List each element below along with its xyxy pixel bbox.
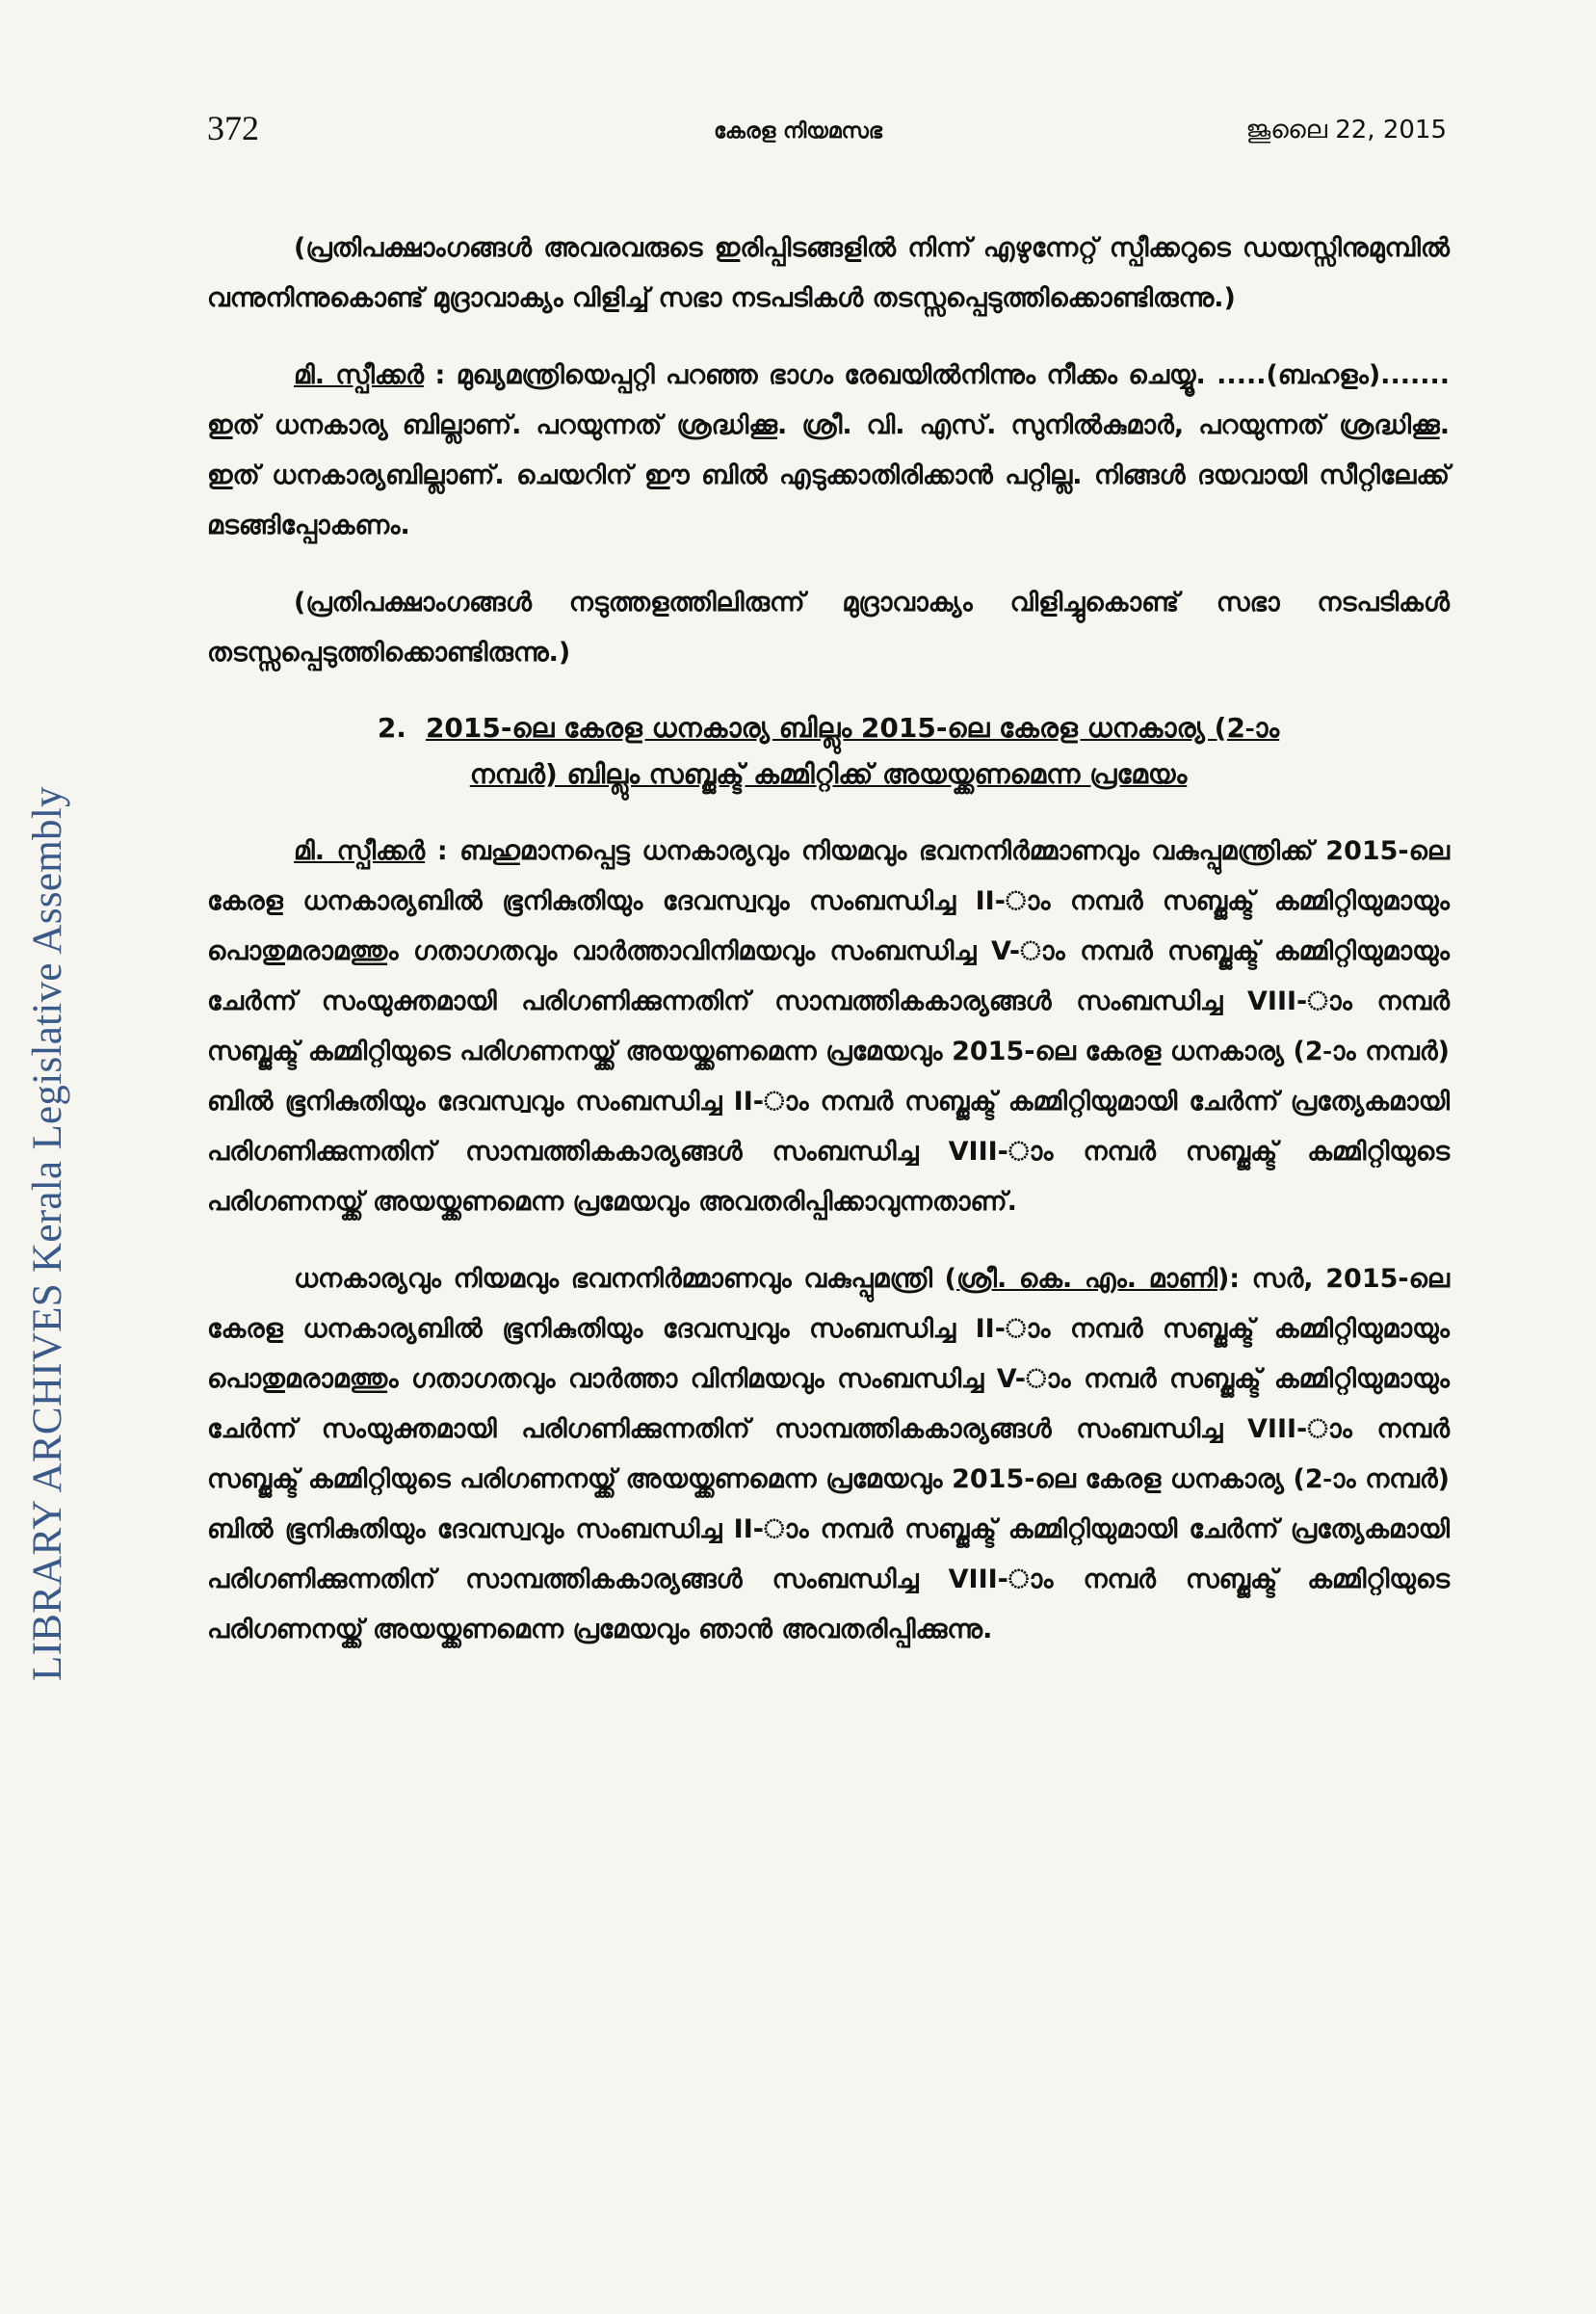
paragraph-text: സർ, 2015-ലെ കേരള ധനകാര്യബിൽ ഭൂനികുതിയും ദേവസ്വവും സംബന്ധിച്ച II-ാം നമ്പർ സബ്ജക്ട് കമ്മിറ്റിയുമായും പൊതുമരാമത്തും ഗതാഗതവും വാർത്താ വിനിമയവും സംബന്ധിച്ച V-ാം നമ്പർ സബ്ജക്ട് കമ്മിറ്റിയുമായും ചേർന്ന് സംയുക്തമായി പരിഗണിക്കുന്നതിന് സാമ്പത്തികകാര്യങ്ങൾ സംബന്ധിച്ച VIII-ാം നമ്പർ സബ്ജക്ട് കമ്മിറ്റിയുടെ പരിഗണനയ്ക്ക് അയയ്ക്കണമെന്ന പ്രമേയവും 2015-ലെ കേരള ധനകാര്യ (2-ാം നമ്പർ) ബിൽ ഭൂനികുതിയും ദേവസ്വവും സംബന്ധിച്ച II-ാം നമ്പർ സബ്ജക്ട് കമ്മിറ്റിയുമായി ചേർന്ന് പ്രത്യേകമായി പരിഗണിക്കുന്നതിന് സാമ്പത്തികകാര്യങ്ങൾ സംബന്ധിച്ച VIII-ാം നമ്പർ സബ്ജക്ട് കമ്മിറ്റിയുടെ പരിഗണനയ്ക്ക് അയയ്ക്കണമെന്ന പ്രമേയവും ഞാൻ അവതരിപ്പിക്കുന്നു. <box>207 1264 1450 1644</box>
paragraph-speaker-motion <box>207 827 1450 1227</box>
paragraph-text: : മുഖ്യമന്ത്രിയെപ്പറ്റി പറഞ്ഞ ഭാഗം രേഖയിൽനിന്നും നീക്കം ചെയ്യൂ. .....(ബഹളം)....... ഇത് ധനകാര്യ ബില്ലാണ്. പറയുന്നത് ശ്രദ്ധിക്കൂ. ശ്രീ. വി. എസ്. സുനിൽകുമാർ, പറയുന്നത് ശ്രദ്ധിക്കൂ. ഇത് ധനകാര്യബില്ലാണ്. ചെയറിന് ഈ ബിൽ എടുക്കാതിരിക്കാൻ പറ്റില്ല. നിങ്ങൾ ദയവായി സീറ്റിലേക്ക് മടങ്ങിപ്പോകണം. <box>207 360 1450 540</box>
heading-line-1 <box>207 705 1450 751</box>
library-archives-watermark: LIBRARY ARCHIVES Kerala Legislative Assembly <box>25 786 70 1681</box>
paragraph-text: : ബഹുമാനപ്പെട്ട ധനകാര്യവും നിയമവും ഭവനനിർമ്മാണവും വകുപ്പുമന്ത്രിക്ക് 2015-ലെ കേരള ധനകാര്യബിൽ ഭൂനികുതിയും ദേവസ്വവും സംബന്ധിച്ച II-ാം നമ്പർ സബ്ജക്ട് കമ്മിറ്റിയുമായും പൊതുമരാമത്തും ഗതാഗതവും വാർത്താവിനിമയവും സംബന്ധിച്ച V-ാം നമ്പർ സബ്ജക്ട് കമ്മിറ്റിയുമായും ചേർന്ന് സംയുക്തമായി പരിഗണിക്കുന്നതിന് സാമ്പത്തികകാര്യങ്ങൾ സംബന്ധിച്ച VIII-ാം നമ്പർ സബ്ജക്ട് കമ്മിറ്റിയുടെ പരിഗണനയ്ക്ക് അയയ്ക്കണമെന്ന പ്രമേയവും 2015-ലെ കേരള ധനകാര്യ (2-ാം നമ്പർ) ബിൽ ഭൂനികുതിയും ദേവസ്വവും സംബന്ധിച്ച II-ാം നമ്പർ സബ്ജക്ട് കമ്മിറ്റിയുമായി ചേർന്ന് പ്രത്യേകമായി പരിഗണിക്കുന്നതിന് സാമ്പത്തികകാര്യങ്ങൾ സംബന്ധിച്ച VIII-ാം നമ്പർ സബ്ജക്ട് കമ്മിറ്റിയുടെ പരിഗണനയ്ക്ക് അയയ്ക്കണമെന്ന പ്രമേയവും അവതരിപ്പിക്കാവുന്നതാണ്. <box>207 836 1450 1217</box>
page-number: 372 <box>207 109 259 147</box>
paragraph-speaker-remarks <box>207 351 1450 551</box>
paragraph-text: (പ്രതിപക്ഷാംഗങ്ങൾ അവരവരുടെ ഇരിപ്പിടങ്ങളിൽ നിന്ന് എഴുന്നേറ്റ് സ്പീക്കറുടെ ഡയസ്സിനുമുമ്പിൽ വന്നുനിന്നുകൊണ്ട് മുദ്രാവാക്യം വിളിച്ച് സഭാ നടപടികൾ തടസ്സപ്പെടുത്തിക്കൊണ്ടിരുന്നു.) <box>207 233 1450 313</box>
speaker-name: മി. സ്പീക്കർ <box>294 360 425 390</box>
minister-name: ശ്രീ. കെ. എം. മാണി <box>956 1264 1217 1294</box>
page-body <box>207 224 1450 1682</box>
heading-text-1: 2015-ലെ കേരള ധനകാര്യ ബില്ലും 2015-ലെ കേരള ധനകാര്യ (2-ാം <box>425 712 1280 744</box>
running-head-title: കേരള നിയമസഭ <box>714 119 882 144</box>
paragraph-opposition-slogans <box>207 578 1450 678</box>
minister-title-close: ): <box>1217 1264 1241 1294</box>
paragraph-text: (പ്രതിപക്ഷാംഗങ്ങൾ നടുത്തളത്തിലിരുന്ന് മുദ്രാവാക്യം വിളിച്ചുകൊണ്ട് സഭാ നടപടികൾ തടസ്സപ്പെടുത്തിക്കൊണ്ടിരുന്നു.) <box>207 588 1450 668</box>
section-heading <box>207 705 1450 798</box>
heading-number: 2. <box>377 712 406 744</box>
paragraph-minister-motion <box>207 1254 1450 1655</box>
heading-text-2: നമ്പർ) ബില്ലും സബ്ജക്ട് കമ്മിറ്റിക്ക് അയയ്ക്കണമെന്ന പ്രമേയം <box>469 758 1188 790</box>
minister-title: ധനകാര്യവും നിയമവും ഭവനനിർമ്മാണവും വകുപ്പുമന്ത്രി ( <box>294 1264 957 1294</box>
speaker-name: മി. സ്പീക്കർ <box>294 836 426 866</box>
header-date: ജൂലൈ 22, 2015 <box>1245 116 1447 145</box>
paragraph-opposition-protest <box>207 224 1450 324</box>
heading-line-2 <box>207 751 1450 798</box>
